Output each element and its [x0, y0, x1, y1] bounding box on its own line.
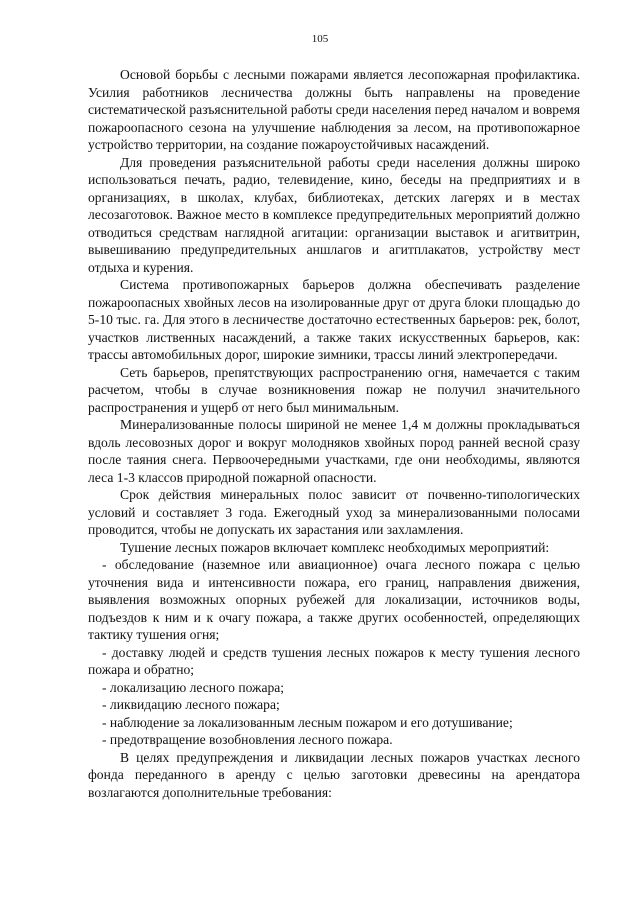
- list-item: - наблюдение за локализованным лесным пожаром и его дотушивание;: [102, 714, 513, 730]
- page-number: 105: [311, 33, 329, 45]
- paragraph-firefighting-intro: Тушение лесных пожаров включает комплекс необходимых мероприятий:: [120, 539, 550, 555]
- document-body: [88, 66, 580, 801]
- list-item: - доставку людей и средств тушения лесных пожаров к месту тушения лесного пожара и обратно;: [88, 644, 580, 677]
- paragraph-mineralized-strips: Минерализованные полосы шириной не менее 1,4 м должны прокладываться вдоль лесовозных дорог и вокруг молодняков хвойных пород ранней весной сразу после таяния снега. Первоочередными участками, где они необходимы, являются леса 1-3 классов природной пожарной опасности.: [88, 417, 580, 485]
- paragraph-barrier-system: Система противопожарных барьеров должна обеспечивать разделение пожароопасных хвойных лесов на изолированные друг от друга блоки площадью до 5-10 тыс. га. Для этого в лесничестве достаточно естественных барьеров: рек, болот, участков лиственных насаждений, а также таких искусственных барьеров, как: трассы автомобильных дорог, широкие зимники, трассы линий электропередачи.: [88, 277, 580, 362]
- list-item: - локализацию лесного пожара;: [102, 679, 285, 695]
- list-item: - обследование (наземное или авиационное) очага лесного пожара с целью уточнения вида и интенсивности пожара, его границ, направления движения, выявления возможных опорных рубежей для локализации, источников воды, подъездов к ним и к очагу пожара, а также других особенностей, определяющих тактику тушения огня;: [88, 557, 580, 642]
- paragraph-lease-requirements: В целях предупреждения и ликвидации лесных пожаров участках лесного фонда переданного в аренду с целью заготовки древесины на арендатора возлагаются дополнительные требования:: [88, 749, 580, 800]
- paragraph-strip-duration: Срок действия минеральных полос зависит от почвенно-типологических условий и составляет 3 года. Ежегодный уход за минерализованными полосами проводится, чтобы не допускать их зарастания или захламления.: [88, 487, 580, 537]
- paragraph-barrier-network: Сеть барьеров, препятствующих распространению огня, намечается с таким расчетом, чтобы в случае возникновения пожар не получил значительного распространения и ущерб от него был минимальным.: [88, 364, 580, 415]
- paragraph-outreach: Для проведения разъяснительной работы среди населения должны широко использоваться печать, радио, телевидение, кино, беседы на предприятиях и в организациях, в школах, клубах, библиотеках, детских лагерях и в местах лесозаготовок. Важное место в комплексе предупредительных мероприятий должно отводиться средствам наглядной агитации: организации выставок и агитвитрин, вывешиванию предупредительных аншлагов и агитплакатов, устройству мест отдыха и курения.: [88, 154, 580, 275]
- paragraph-fire-prevention: Основой борьбы с лесными пожарами является лесопожарная профилактика. Усилия работников лесничества должны быть направлены на проведение систематической разъяснительной работы среди населения перед началом и вовремя пожароопасного сезона на улучшение наблюдения за лесом, на противопожарное устройство территории, на создание пожароустойчивых насаждений.: [88, 67, 580, 152]
- list-item: - предотвращение возобновления лесного пожара.: [102, 732, 393, 747]
- list-item: - ликвидацию лесного пожара;: [102, 697, 280, 712]
